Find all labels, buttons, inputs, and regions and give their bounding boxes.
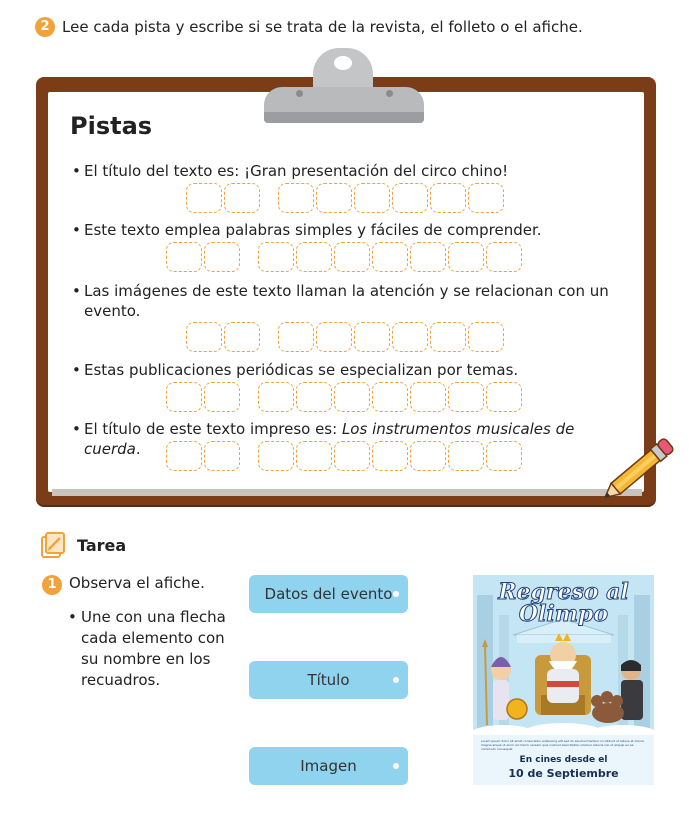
answer-box[interactable] [486,441,522,471]
connector-dot[interactable] [393,591,399,597]
movie-poster [473,575,654,785]
answer-box[interactable] [204,441,240,471]
answer-box[interactable] [316,183,352,213]
answer-box[interactable] [486,242,522,272]
answer-boxes [166,441,524,471]
poster-title-line1: Regreso al [498,579,629,605]
answer-boxes [166,242,524,272]
answer-box[interactable] [258,382,294,412]
poster-date-prefix: En cines desde el [519,755,608,765]
clue-text: Este texto emplea palabras simples y fáciles de comprender. [84,221,542,239]
clue-item [72,281,617,321]
activity-number-badge: 1 [42,575,62,595]
pistas-title: Pistas [70,112,153,140]
answer-box[interactable] [448,242,484,272]
answer-box[interactable] [186,183,222,213]
clipboard-clip-edge [264,112,424,123]
pencil-icon [592,432,682,512]
answer-box[interactable] [258,441,294,471]
connector-dot[interactable] [393,763,399,769]
answer-box[interactable] [372,441,408,471]
answer-box[interactable] [410,242,446,272]
activity-instruction: Observa el afiche. [69,574,205,592]
answer-box[interactable] [334,382,370,412]
label-box-titulo[interactable] [249,661,408,699]
clue-item [72,161,592,181]
label-text: Imagen [300,757,357,775]
answer-box[interactable] [278,322,314,352]
answer-box[interactable] [354,322,390,352]
poster-title-line2: Olimpo [518,601,609,627]
answer-box[interactable] [372,242,408,272]
answer-box[interactable] [392,322,428,352]
answer-box[interactable] [410,382,446,412]
answer-box[interactable] [166,382,202,412]
clue-text-plain: El título de este texto impreso es: [84,420,342,438]
answer-boxes [186,322,506,352]
clue-bullet: • [72,361,81,379]
answer-box[interactable] [316,322,352,352]
answer-box[interactable] [296,382,332,412]
clip-rivet [386,90,393,97]
clipboard-clip-hole [334,56,352,70]
answer-box[interactable] [166,441,202,471]
clue-bullet: • [72,221,81,239]
answer-box[interactable] [204,242,240,272]
clue-text-end: . [135,440,141,458]
answer-box[interactable] [354,183,390,213]
clue-item [72,360,592,380]
answer-box[interactable] [468,322,504,352]
answer-box[interactable] [448,441,484,471]
clip-rivet [296,90,303,97]
paper-shadow [52,489,642,496]
clue-item [72,220,592,240]
answer-box[interactable] [186,322,222,352]
label-box-datos-evento[interactable] [249,575,408,613]
poster-date: 10 de Septiembre [508,767,619,780]
clue-bullet: • [72,282,81,300]
activity-instruction: Lee cada pista y escribe si se trata de la revista, el folleto o el afiche. [62,18,583,36]
label-box-imagen[interactable] [249,747,408,785]
clue-text: Estas publicaciones periódicas se especializan por temas. [84,361,519,379]
answer-box[interactable] [296,242,332,272]
answer-box[interactable] [392,183,428,213]
answer-box[interactable] [448,382,484,412]
answer-box[interactable] [278,183,314,213]
clue-bullet: • [72,162,81,180]
answer-box[interactable] [204,382,240,412]
answer-box[interactable] [224,322,260,352]
tarea-title: Tarea [77,536,127,555]
answer-box[interactable] [410,441,446,471]
sub-bullet: • [68,608,77,626]
answer-box[interactable] [486,382,522,412]
answer-box[interactable] [430,322,466,352]
answer-box[interactable] [224,183,260,213]
answer-box[interactable] [296,441,332,471]
answer-box[interactable] [468,183,504,213]
answer-box[interactable] [334,242,370,272]
poster-fine-print: Lorem ipsum dolor sit amet consectetur adipiscing elit sed do eiusmod tempor incididunt ut labore et dolore magna aliqua ut enim ad minim veniam quis nostrud exercitation ullamco laboris nisi ut aliquip ex ea commodo consequat [481,739,644,751]
label-text: Título [307,671,350,689]
clue-text: Las imágenes de este texto llaman la atención y se relacionan con un evento. [84,282,609,320]
label-text: Datos del evento [264,585,393,603]
clue-text-italic: Los instrumentos musicales de cuerda [84,420,575,458]
answer-box[interactable] [166,242,202,272]
clue-bullet: • [72,420,81,438]
sub-instruction-text: Une con una flecha cada elemento con su nombre en los recuadros. [81,608,226,689]
answer-box[interactable] [372,382,408,412]
clue-text: El título del texto es: ¡Gran presentación del circo chino! [84,162,509,180]
answer-box[interactable] [258,242,294,272]
activity-sub-instruction [68,607,243,691]
connector-dot[interactable] [393,677,399,683]
answer-boxes [186,183,506,213]
activity-number-badge: 2 [35,17,55,37]
answer-box[interactable] [430,183,466,213]
answer-box[interactable] [334,441,370,471]
pencil-paper-icon [40,531,68,559]
answer-boxes [166,382,524,412]
